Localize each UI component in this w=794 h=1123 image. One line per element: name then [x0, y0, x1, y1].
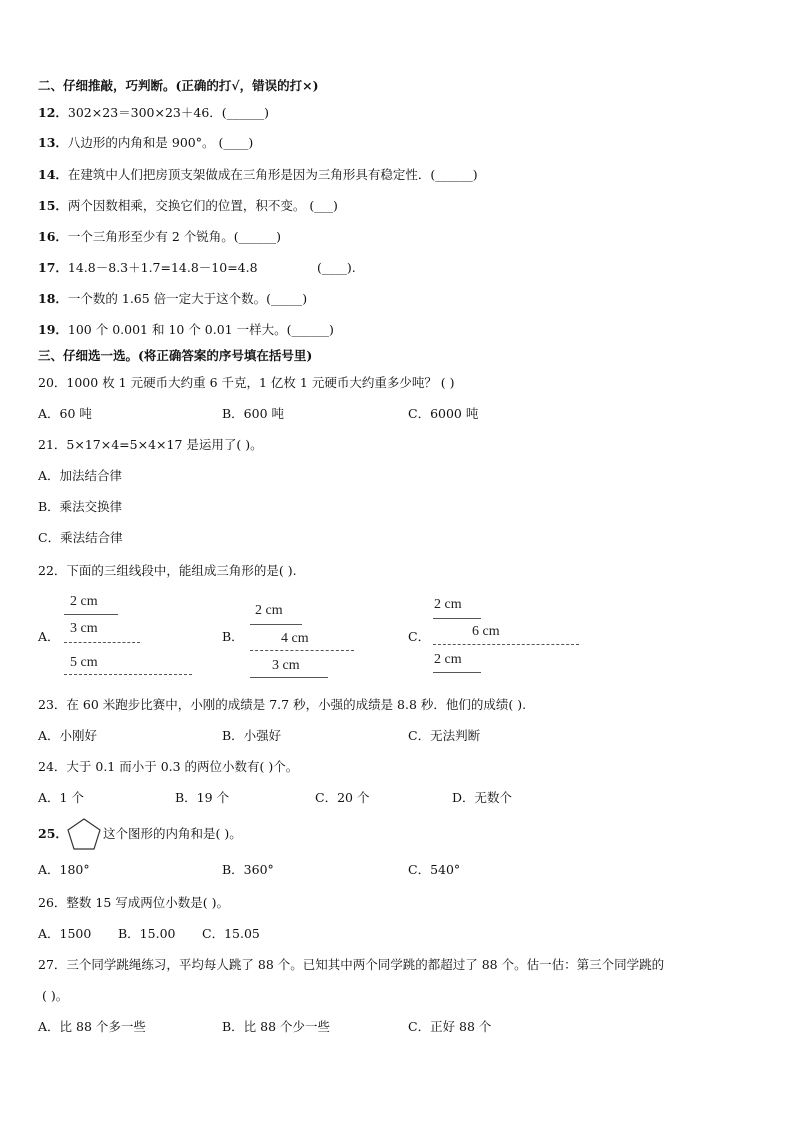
- q22-option-c: C．: [408, 629, 431, 644]
- q20-option-c: C．6000 吨: [408, 406, 479, 421]
- q21-option-c: C．乘法结合律: [38, 530, 123, 545]
- question-12: 12．302×23＝300×23＋46．(______): [38, 105, 270, 120]
- segment-line: [433, 618, 481, 619]
- question-17-blank: (____).: [317, 260, 356, 275]
- segment-label: 3 cm: [272, 658, 300, 673]
- segment-label: 2 cm: [434, 597, 462, 612]
- question-24: 24．大于 0.1 而小于 0.3 的两位小数有( )个。: [38, 759, 299, 774]
- segment-label: 2 cm: [255, 603, 283, 618]
- pentagon-icon: [66, 817, 102, 851]
- segment-line: [64, 674, 192, 675]
- segment-label: 6 cm: [472, 624, 500, 639]
- segment-line: [433, 644, 579, 645]
- question-20: 20．1000 枚 1 元硬币大约重 6 千克，1 亿枚 1 元硬币大约重多少吨？ ( ): [38, 375, 455, 390]
- segment-line: [64, 614, 118, 615]
- q27-option-b: B．比 88 个少一些: [222, 1019, 331, 1034]
- section-title-choice: 三、仔细选一选。(将正确答案的序号填在括号里): [38, 348, 313, 363]
- q21-option-b: B．乘法交换律: [38, 499, 123, 514]
- segment-label: 2 cm: [70, 594, 98, 609]
- q25-option-a: A．180°: [38, 862, 90, 877]
- question-19: 19．100 个 0.001 和 10 个 0.01 一样大。(______): [38, 322, 334, 337]
- q26-option-a: A．1500: [38, 926, 92, 941]
- q27-option-a: A．比 88 个多一些: [38, 1019, 146, 1034]
- question-15: 15．两个因数相乘，交换它们的位置，积不变。 (___): [38, 198, 338, 213]
- segment-label: 5 cm: [70, 655, 98, 670]
- q23-option-c: C．无法判断: [408, 728, 481, 743]
- q24-option-a: A．1 个: [38, 790, 84, 805]
- segment-line: [64, 642, 140, 643]
- q22-option-b: B．: [222, 629, 244, 644]
- q25-option-b: B．360°: [222, 862, 274, 877]
- q21-option-a: A．加法结合律: [38, 468, 123, 483]
- question-14: 14．在建筑中人们把房顶支架做成在三角形是因为三角形具有稳定性．(______): [38, 167, 478, 182]
- segment-line: [250, 677, 328, 678]
- question-27: 27．三个同学跳绳练习，平均每人跳了 88 个。已知其中两个同学跳的都超过了 88 个。估一估：第三个同学跳的: [38, 957, 665, 972]
- segment-line: [250, 624, 302, 625]
- question-25-number: 25．: [38, 826, 68, 841]
- question-18: 18．一个数的 1.65 倍一定大于这个数。(_____): [38, 291, 308, 306]
- q27-option-c: C．正好 88 个: [408, 1019, 492, 1034]
- q25-option-c: C．540°: [408, 862, 461, 877]
- segment-label: 3 cm: [70, 621, 98, 636]
- question-13: 13．八边形的内角和是 900°。 (____): [38, 135, 254, 150]
- question-21: 21．5×17×4=5×4×17 是运用了( )。: [38, 437, 263, 452]
- q24-option-b: B．19 个: [175, 790, 230, 805]
- question-17: 17．14.8－8.3＋1.7=14.8－10=4.8: [38, 260, 258, 275]
- question-26: 26．整数 15 写成两位小数是( )。: [38, 895, 229, 910]
- q24-option-d: D．无数个: [452, 790, 513, 805]
- q23-option-a: A．小刚好: [38, 728, 98, 743]
- q26-option-b: B．15.00: [118, 926, 176, 941]
- q22-option-a: A．: [38, 629, 60, 644]
- question-25: 这个图形的内角和是( )。: [103, 826, 242, 841]
- q20-option-b: B．600 吨: [222, 406, 285, 421]
- question-23: 23．在 60 米跑步比赛中，小刚的成绩是 7.7 秒，小强的成绩是 8.8 秒．他们的成绩( ).: [38, 697, 527, 712]
- question-16: 16．一个三角形至少有 2 个锐角。(______): [38, 229, 282, 244]
- segment-label: 2 cm: [434, 652, 462, 667]
- q20-option-a: A．60 吨: [38, 406, 92, 421]
- q23-option-b: B．小强好: [222, 728, 282, 743]
- question-27-blank: ( )。: [42, 988, 69, 1003]
- section-title-judge: 二、仔细推敲，巧判断。(正确的打√，错误的打×): [38, 78, 319, 93]
- segment-line: [433, 672, 481, 673]
- segment-label: 4 cm: [281, 631, 309, 646]
- q26-option-c: C．15.05: [202, 926, 260, 941]
- q24-option-c: C．20 个: [315, 790, 370, 805]
- segment-line: [250, 650, 354, 651]
- question-22: 22．下面的三组线段中，能组成三角形的是( ).: [38, 563, 297, 578]
